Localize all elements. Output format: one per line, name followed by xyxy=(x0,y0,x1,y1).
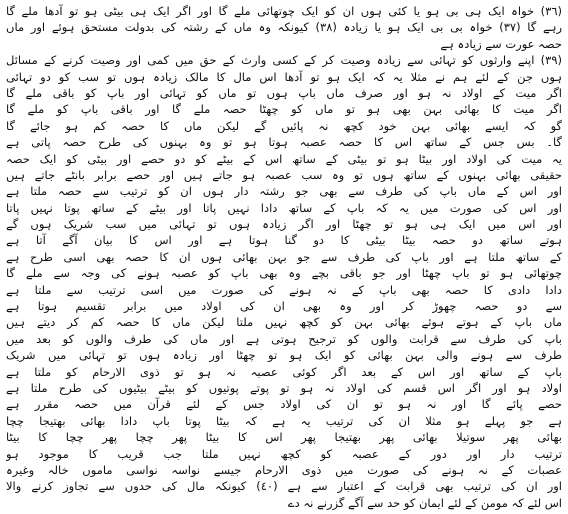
text-line: (٣٩) اپنے وارثوں کو تہائی سے زیادہ وصیت کر کے کسی وارث کے حق میں کمی اور وصیت کرنے کے مسائل xyxy=(6,53,562,68)
text-line: چوتھائی ہو تو باپ چھٹا اور جو باقی بچے وہ بھی باپ کو عصبہ ہونے کی وجہ سے ملے گا xyxy=(6,266,562,281)
text-line: اور اس کی صورت میں یہ کہ باپ کے ساتھ دادا نہیں پاتا اور بیٹے کے ساتھ پوتا نہیں پاتا xyxy=(6,200,562,215)
text-line: اور اس کے ماں باپ کی طرف سے بھی جو رشتہ دار ہوں ان کو ترتیب سے حصہ ملتا ہے xyxy=(6,184,562,199)
text-line: کے ساتھ ملتا ہے اور باپ کی طرف سے جو بہن بھائی ہوں ان کا حصہ بھی اسی طرح ہے xyxy=(6,249,562,264)
text-line: باپ کی طرف سے قرابت والوں کو ترجیح ہوتی ہے اور ماں کی طرف والوں کو بعد میں xyxy=(6,331,562,346)
text-line: اس لئے کہ مومن کے لئے ایمان کو حد سے آگے گزرنے نہ دے xyxy=(287,495,562,510)
text-line: گو کہ ایسے بھائی بہن خود کچھ نہ پائیں گے لیکن ماں کا حصہ کم ہو جائے گا xyxy=(6,118,562,133)
text-line: اولاد ہو اور اگر اس قسم کی اولاد نہ ہو تو پوتے پوتیوں کو بیٹے بیٹیوں کی طرح ملتا ہے xyxy=(6,380,562,395)
text-line: ہے جو پہلے ہو مثلا ان کی ترتیب یہ ہے کہ بیٹا پوتا باپ دادا بھائی بھتیجا چچا xyxy=(6,413,562,428)
text-line: ہوں جن کے لئے ہم نے مثلا یہ کہ ایک ہو تو آدھا اس مال کا مالک زیادہ ہوں تو سب کو دو تہائی xyxy=(6,69,562,84)
text-line: اگر میت کا بھائی بہن بھی ہو تو ماں کو چھٹا حصہ ملے گا اور باقی باپ کو ملے گا xyxy=(6,102,562,117)
text-line: ماں باپ کے ہوتے ہوئے بھائی بہن کو کچھ نہیں ملتا لیکن ماں کا حصہ کم کر دیتے ہیں xyxy=(6,315,562,330)
text-line: سے دو حصہ چھوڑ کر اور وہ بھی ان کی اولاد میں برابر تقسیم ہوتا ہے xyxy=(6,299,562,314)
text-line: طرف سے ہونے والی بہن بھائی کو ایک ہو تو چھٹا اور زیادہ ہوں تو تہائی میں شریک xyxy=(6,348,562,363)
text-line: (٣٦) خواہ ایک ہی بی ہو یا کئی ہوں ان کو ایک چوتھائی ملے گا اور اگر ایک ہی بیٹی ہو تو آدھا ملے گا xyxy=(6,4,562,18)
text-line: باپ کے ساتھ اور اس کے بعد اگر کوئی عصبہ نہ ہو تو ذوی الارحام کو ملتا ہے xyxy=(6,364,562,379)
text-line: بھائی پھر سوتیلا بھائی پھر بھتیجا پھر اس کا بیٹا پھر چچا پھر چچا کا بیٹا xyxy=(6,430,562,445)
text-line: دادا دادی کا حصہ بھی باپ کے نہ ہونے کی صورت میں اسی ترتیب سے ملتا ہے xyxy=(6,282,562,297)
text-line: گا۔ بس جس کے ساتھ اس کا حصہ عصبہ ہوتا ہو تو وہ بہنوں کی طرح حصہ پاتی ہے xyxy=(6,135,562,150)
text-line: یہ میت کی اولاد اور بیٹا ہو تو بیٹی کے ساتھ اس کے بیٹے کو دو حصے اور بیٹی کو ایک حصہ xyxy=(6,151,562,166)
urdu-text-page xyxy=(6,4,562,510)
text-line: رہے گا (٣٧) خواہ بی بی ایک ہو یا زیادہ (٣٨) کیونکہ وہ ماں کے رشتہ کی بدولت مستحق ہوئے اور ماں xyxy=(6,20,562,35)
text-line: ترتیب دار اور دور کے عصبہ کو کچھ نہیں ملتا جب قریب کا موجود ہو xyxy=(6,446,562,461)
text-line: اور اس میں ایک ہی ہو تو چھٹا اور اگر زیادہ ہوں تو تہائی میں سب شریک ہوں گے xyxy=(6,217,562,232)
text-line: حصے پائے گا اور نہ ہو تو ان کی اولاد جس کے لئے قرآن میں حصہ مقرر ہے xyxy=(6,397,562,412)
text-line: حقیقی بھائی بہنوں کے ساتھ ہوں تو وہ سب عصبہ ہو جاتے ہیں اور حصے برابر بانٹے جاتے ہیں xyxy=(6,167,562,182)
text-line: اگر میت کے اولاد نہ ہو اور صرف ماں باپ ہوں تو ماں کو تہائی اور باپ کو باقی ملے گا xyxy=(6,85,562,100)
text-line: حصہ عورت سے زیادہ ہے xyxy=(440,36,562,51)
text-line: اور ان کی ترتیب بھی قرابت کے اعتبار سے ہے (٤٠) کیونکہ مال کی حدوں سے تجاوز کرنے والا xyxy=(6,479,562,494)
text-line: عصبات کے نہ ہونے کی صورت میں ذوی الارحام جیسے نواسہ نواسی ماموں خالہ وغیرہ xyxy=(6,462,562,477)
text-line: ہوتے ساتھ دو حصہ بیٹا بیٹی کا دو گنا ہوتا ہے اور اس کا بیان آگے آتا ہے xyxy=(6,233,562,248)
